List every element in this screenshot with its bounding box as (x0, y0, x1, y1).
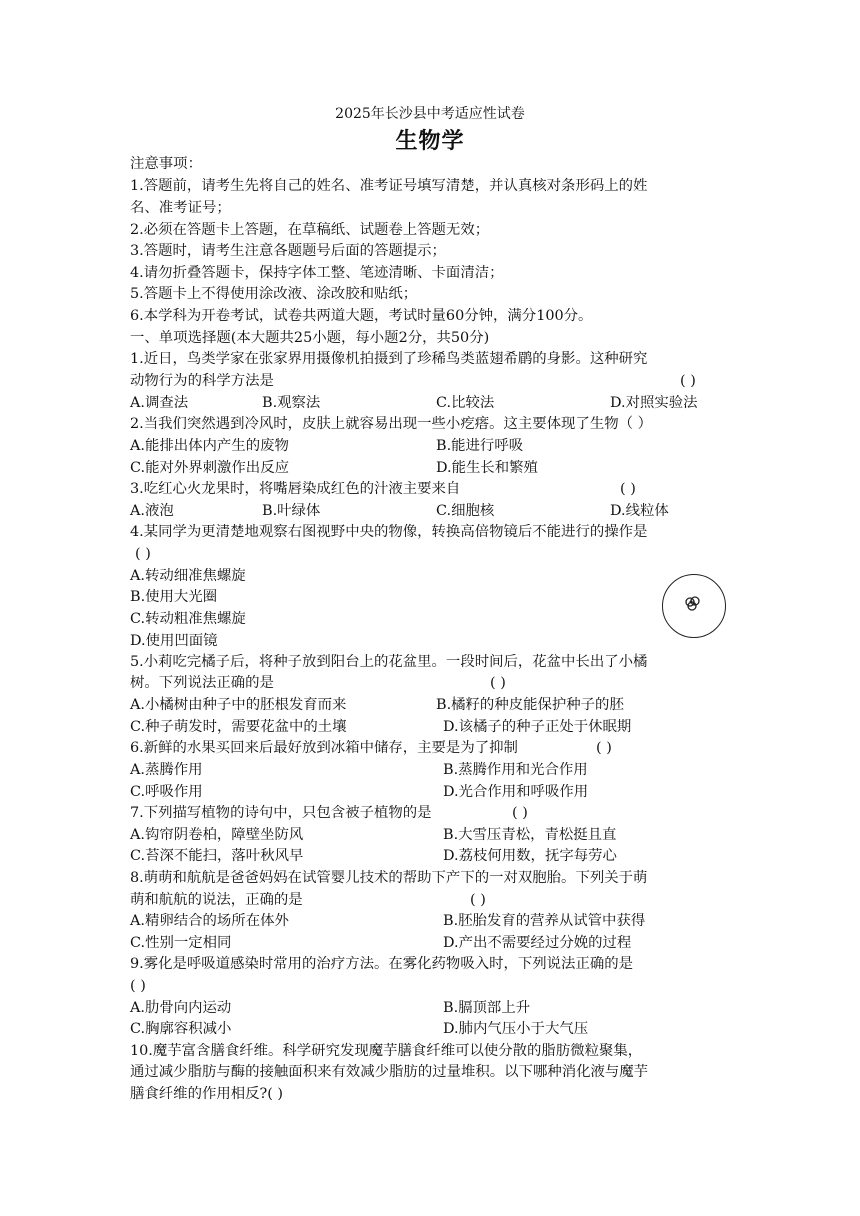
notice-heading: 注意事项： (130, 156, 202, 172)
option-d: D.产出不需要经过分娩的过程 (443, 935, 632, 951)
notice-item: 4.请勿折叠答题卡，保持字体工整、笔迹清晰、卡面清洁； (130, 265, 504, 281)
option-d: D.使用凹面镜 (130, 633, 218, 649)
microscope-field-figure (662, 574, 726, 638)
answer-blank: ( ) (680, 373, 696, 389)
option-b: B.观察法 (262, 395, 321, 411)
notice-item: 3.答题时，请考生注意各题题号后面的答题提示； (130, 243, 446, 259)
question-stem: 通过减少脂肪与酶的接触面积来有效减少脂肪的过量堆积。以下哪种消化液与魔芋 (130, 1064, 649, 1080)
option-b: B.大雪压青松，青松挺且直 (443, 827, 617, 843)
option-a: A.蒸腾作用 (130, 762, 203, 778)
answer-blank: ( ) (130, 978, 146, 994)
section-heading: 一、单项选择题(本大题共25小题，每小题2分，共50分) (130, 330, 490, 346)
question-stem: 2.当我们突然遇到冷风时，皮肤上就容易出现一些小疙瘩。这主要体现了生物（ ） (130, 416, 652, 432)
option-a: A.能排出体内产生的废物 (130, 438, 289, 454)
option-d: D.光合作用和呼吸作用 (443, 784, 589, 800)
option-c: C.胸廓容积减小 (130, 1021, 232, 1037)
option-a: A.液泡 (130, 503, 174, 519)
option-b: B.蒸腾作用和光合作用 (443, 762, 588, 778)
question-stem: 膳食纤维的作用相反?( ) (130, 1086, 284, 1102)
option-a: A.肋骨向内运动 (130, 1000, 232, 1016)
option-a: A.转动细准焦螺旋 (130, 568, 246, 584)
question-stem: 萌和航航的说法，正确的是 (130, 892, 303, 908)
exam-title: 2025年长沙县中考适应性试卷 (335, 106, 525, 122)
option-a: A.精卵结合的场所在体外 (130, 913, 289, 929)
question-stem: 9.雾化是呼吸道感染时常用的治疗方法。在雾化药物吸入时，下列说法正确的是 (130, 956, 634, 972)
answer-blank: ( ) (512, 805, 528, 821)
option-b: B.能进行呼吸 (436, 438, 524, 454)
option-b: B.膈顶部上升 (443, 1000, 531, 1016)
answer-blank: ( ) (470, 892, 486, 908)
option-d: D.荔枝何用数，抚字每劳心 (443, 848, 617, 864)
subject-title: 生物学 (395, 129, 465, 154)
question-stem: 树。下列说法正确的是 (130, 675, 274, 691)
notice-item: 5.答题卡上不得使用涂改液、涂改胶和贴纸； (130, 286, 418, 302)
option-b: B.胚胎发育的营养从试管中获得 (443, 913, 646, 929)
option-d: D.该橘子的种子正处于休眠期 (443, 719, 632, 735)
notice-item: 6.本学科为开卷考试，试卷共两道大题，考试时量60分钟，满分100分。 (130, 308, 593, 324)
option-a: A.钩帘阴卷柏，障壁坐防风 (130, 827, 304, 843)
answer-blank: ( ) (620, 481, 636, 497)
option-c: C.种子萌发时，需要花盆中的土壤 (130, 719, 347, 735)
question-stem: 动物行为的科学方法是 (130, 373, 274, 389)
question-stem: 7.下列描写植物的诗句中，只包含被子植物的是 (130, 805, 432, 821)
option-c: C.性别一定相同 (130, 935, 232, 951)
question-stem: 1.近日，鸟类学家在张家界用摄像机拍摄到了珍稀鸟类蓝翅希鹛的身影。这种研究 (130, 351, 648, 367)
answer-blank: ( ) (490, 675, 506, 691)
option-d: D.线粒体 (610, 503, 669, 519)
question-stem: 8.萌萌和航航是爸爸妈妈在试管婴儿技术的帮助下产下的一对双胞胎。下列关于萌 (130, 870, 648, 886)
option-b: B.使用大光圈 (130, 589, 218, 605)
option-b: B.橘籽的种皮能保护种子的胚 (436, 697, 624, 713)
option-a: A.小橘树由种子中的胚根发育而来 (130, 697, 347, 713)
option-c: C.转动粗准焦螺旋 (130, 611, 246, 627)
option-d: D.能生长和繁殖 (436, 460, 538, 476)
option-d: D.对照实验法 (610, 395, 698, 411)
question-stem: 5.小莉吃完橘子后，将种子放到阳台上的花盆里。一段时间后，花盆中长出了小橘 (130, 654, 648, 670)
option-c: C.苔深不能扫，落叶秋风早 (130, 848, 304, 864)
question-stem: 4.某同学为更清楚地观察右图视野中央的物像，转换高倍物镜后不能进行的操作是 (130, 524, 648, 540)
answer-blank: ( ) (596, 740, 612, 756)
option-a: A.调查法 (130, 395, 189, 411)
notice-item: 名、准考证号； (130, 200, 231, 216)
option-c: C.能对外界刺激作出反应 (130, 460, 289, 476)
option-c: C.比较法 (436, 395, 495, 411)
cell-cluster-image (663, 575, 725, 637)
question-stem: 3.吃红心火龙果时，将嘴唇染成红色的汁液主要来自 (130, 481, 461, 497)
answer-blank: ( ) (135, 546, 151, 562)
option-c: C.呼吸作用 (130, 784, 203, 800)
option-b: B.叶绿体 (262, 503, 321, 519)
notice-item: 2.必须在答题卡上答题，在草稿纸、试题卷上答题无效； (130, 222, 490, 238)
option-d: D.肺内气压小于大气压 (443, 1021, 589, 1037)
option-c: C.细胞核 (436, 503, 495, 519)
question-stem: 6.新鲜的水果买回来后最好放到冰箱中储存，主要是为了抑制 (130, 740, 518, 756)
question-stem: 10.魔芋富含膳食纤维。科学研究发现魔芋膳食纤维可以使分散的脂肪微粒聚集， (130, 1043, 643, 1059)
notice-item: 1.答题前，请考生先将自己的姓名、准考证号填写清楚，并认真核对条形码上的姓 (130, 178, 648, 194)
